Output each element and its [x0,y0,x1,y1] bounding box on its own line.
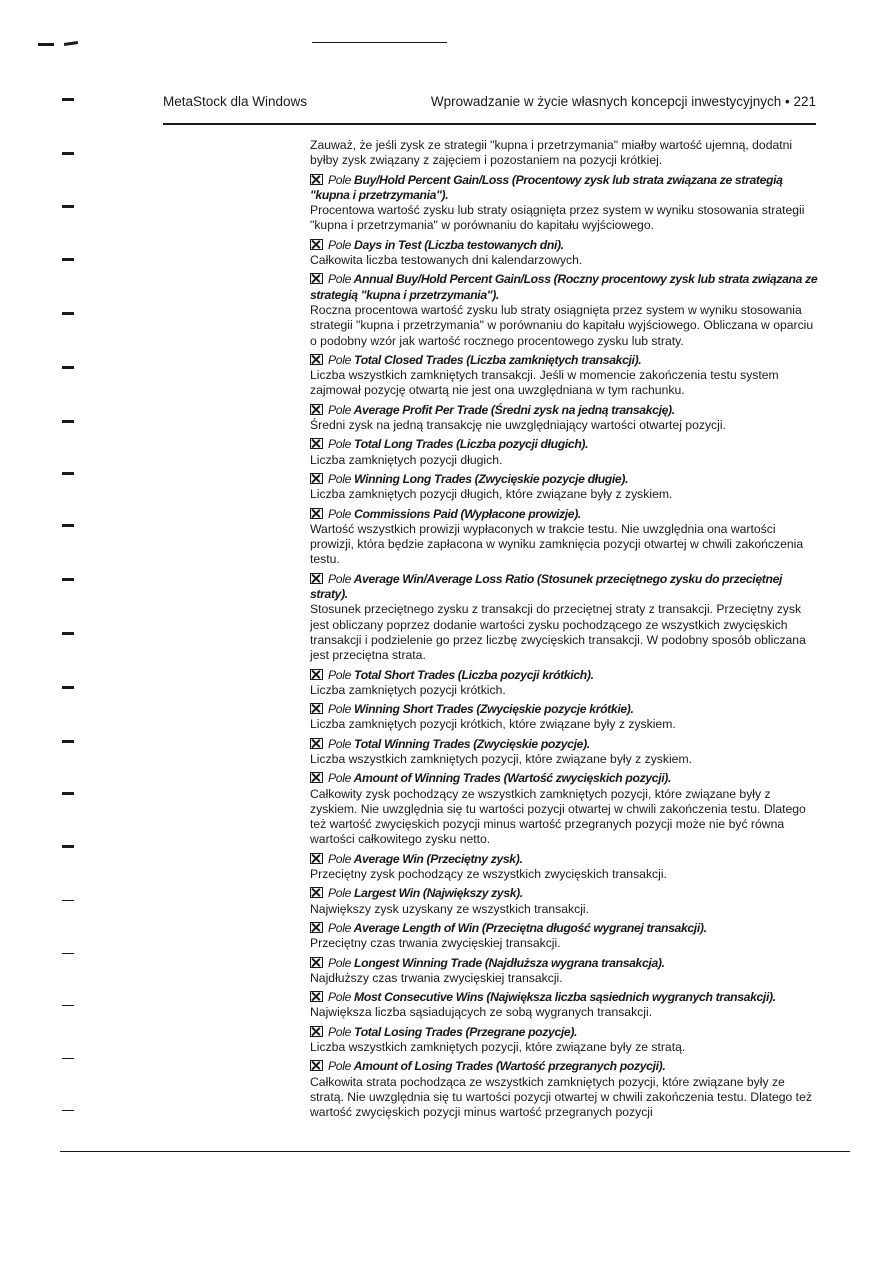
scan-mark [64,41,78,46]
scan-mark [62,953,74,954]
page-body [310,138,820,1125]
scan-mark [62,1005,74,1006]
scan-mark [62,740,74,743]
field-entry-title [310,403,820,418]
pole-label: Pole [328,736,351,751]
field-entry-title [310,771,820,786]
field-entry-title [310,238,820,253]
pole-label: Pole [328,437,351,452]
field-entry [310,437,820,468]
field-entry [310,572,820,664]
scan-mark [62,312,74,315]
scan-mark [62,205,74,208]
checked-box-icon [310,404,323,415]
scan-rule-top [312,42,447,43]
scan-mark [62,1110,74,1111]
field-description: Całkowita strata pochodząca ze wszystkich zamkniętych pozycji, które związane były ze stratą. Nie uwzględnia się tu wartości pozycji otwartej w chwili zakończenia testu. Dlatego też wartość zwycięskich pozycji minus wartość przegranych pozycji [310,1074,812,1120]
checked-box-icon [310,273,323,284]
scan-mark [62,472,74,475]
field-entry-title [310,990,820,1005]
pole-label: Pole [328,920,351,935]
header-rule [163,123,816,125]
field-entry-title [310,572,820,603]
footer-rule [60,1151,850,1152]
field-description: Liczba wszystkich zamkniętych transakcji. Jeśli w momencie zakończenia testu system zajmował pozycję otwartą nie jest ona uwzględniana w tym rachunku. [310,368,779,398]
scan-mark [62,900,74,901]
pole-label: Pole [328,172,351,187]
field-description: Liczba wszystkich zamkniętych pozycji, które związane były ze stratą. [310,1040,686,1055]
field-description: Wartość wszystkich prowizji wypłaconych w trakcie testu. Nie uwzględnia ona wartości prowizji, która będzie zapłacona w wyniku zamknięcia pozycji otwartej w chwili zakończenia testu. [310,521,804,567]
pole-label: Pole [328,990,351,1005]
pole-label: Pole [328,1059,351,1074]
checked-box-icon [310,438,323,449]
field-title-text: Total Winning Trades (Zwycięskie pozycje). [354,736,590,751]
field-description: Całkowita liczba testowanych dni kalendarzowych. [310,253,583,268]
scan-mark [62,524,74,527]
pole-label: Pole [328,352,351,367]
checked-box-icon [310,703,323,714]
scan-mark [62,845,74,848]
field-description: Przeciętny czas trwania zwycięskiej transakcji. [310,936,561,951]
scan-mark [62,420,74,423]
field-entry-title [310,353,820,368]
field-entry-title [310,272,820,303]
field-entry [310,921,820,952]
pole-label: Pole [328,571,351,586]
pole-label: Pole [328,851,351,866]
field-entry [310,353,820,399]
field-title-text: Amount of Losing Trades (Wartość przegranych pozycji). [353,1059,666,1074]
pole-label: Pole [328,272,351,287]
checked-box-icon [310,853,323,864]
field-description: Roczna procentowa wartość zysku lub straty osiągnięta przez system w wyniku stosowania strategii "kupna i przetrzymania" w porównaniu do kapitału wyjściowego. Obliczana w oparciu o podobny wzór jak wartość rocznego procentowego zysku lub straty. [310,302,814,348]
field-title-text: Longest Winning Trade (Najdłuższa wygrana transakcja). [354,955,665,970]
field-description: Liczba zamkniętych pozycji długich. [310,452,503,467]
field-description: Liczba zamkniętych pozycji krótkich, które związane były z zyskiem. [310,717,676,732]
field-entry [310,956,820,987]
field-entry [310,1025,820,1056]
field-entry [310,238,820,269]
field-entry-title [310,472,820,487]
field-description: Liczba zamkniętych pozycji krótkich. [310,682,506,697]
intro-paragraph: Zauważ, że jeśli zysk ze strategii "kupna i przetrzymania" miałby wartość ujemną, dodatni byłby zysk związany z zajęciem i pozostaniem na pozycji krótkiej. [310,138,793,168]
field-title-text: Amount of Winning Trades (Wartość zwycięskich pozycji). [353,771,672,786]
pole-label: Pole [328,506,351,521]
scan-mark [62,686,74,689]
field-description: Najdłuższy czas trwania zwycięskiej transakcji. [310,970,563,985]
field-entry [310,668,820,699]
scan-mark [62,98,74,101]
field-title-text: Days in Test (Liczba testowanych dni). [354,237,564,252]
field-entry [310,403,820,434]
running-header [163,94,816,112]
pole-label: Pole [328,955,351,970]
field-description: Liczba wszystkich zamkniętych pozycji, które związane były z zyskiem. [310,751,692,766]
checked-box-icon [310,669,323,680]
field-entry [310,852,820,883]
field-title-text: Average Profit Per Trade (Średni zysk na jedną transakcję). [353,402,675,417]
field-entry [310,990,820,1021]
scan-mark [38,43,54,46]
field-title-text: Winning Short Trades (Zwycięskie pozycje krótkie). [354,702,634,717]
field-title-text: Commissions Paid (Wypłacone prowizje). [354,506,581,521]
field-entry-title [310,886,820,901]
field-description: Przeciętny zysk pochodzący ze wszystkich zwycięskich transakcji. [310,867,667,882]
field-title-text: Average Win (Przeciętny zysk). [353,851,523,866]
field-title-text: Most Consecutive Wins (Największa liczba sąsiednich wygranych transakcji). [354,990,776,1005]
field-entry-title [310,507,820,522]
checked-box-icon [310,887,323,898]
scan-mark [62,366,74,369]
pole-label: Pole [328,237,351,252]
field-entry [310,272,820,348]
field-entries [310,173,820,1121]
field-description: Średni zysk na jedną transakcję nie uwzględniający wartości otwartej pozycji. [310,418,726,433]
field-description: Największa liczba sąsiadujących ze sobą wygranych transakcji. [310,1005,653,1020]
field-title-text: Total Long Trades (Liczba pozycji długich). [354,437,589,452]
field-title-text: Buy/Hold Percent Gain/Loss (Procentowy zysk lub strata związana ze strategią "kupna i przetrzymania"). [310,172,783,202]
field-entry-title [310,437,820,452]
field-entry [310,507,820,568]
pole-label: Pole [328,771,351,786]
field-entry-title [310,956,820,971]
field-description: Procentowa wartość zysku lub straty osiągnięta przez system w wyniku stosowania strategii "kupna i przetrzymania" w porównaniu do kapitału wyjściowego. [310,203,805,233]
field-entry [310,737,820,768]
scan-mark [62,258,74,261]
checked-box-icon [310,354,323,365]
field-entry [310,771,820,847]
field-entry-title [310,668,820,683]
pole-label: Pole [328,886,351,901]
checked-box-icon [310,473,323,484]
checked-box-icon [310,174,323,185]
field-description: Największy zysk uzyskany ze wszystkich transakcji. [310,901,590,916]
pole-label: Pole [328,702,351,717]
field-title-text: Winning Long Trades (Zwycięskie pozycje długie). [354,471,629,486]
scan-mark [62,152,74,155]
field-title-text: Average Length of Win (Przeciętna długość wygranej transakcji). [353,920,707,935]
field-entry-title [310,852,820,867]
field-entry-title [310,737,820,752]
field-entry-title [310,1059,820,1074]
field-entry-title [310,702,820,717]
checked-box-icon [310,1026,323,1037]
checked-box-icon [310,508,323,519]
field-title-text: Largest Win (Największy zysk). [354,886,523,901]
field-title-text: Total Losing Trades (Przegrane pozycje). [354,1024,578,1039]
scan-mark [62,632,74,635]
field-description: Całkowity zysk pochodzący ze wszystkich zamkniętych pozycji, które związane były z zyskiem. Nie uwzględnia się tu wartości pozycji otwartej w chwili zakończenia testu. Dlatego też wartość zwycięskich pozycji minus wartość przegranych pozycji może nie być równa wartości całkowitego zysku netto. [310,786,806,847]
checked-box-icon [310,957,323,968]
pole-label: Pole [328,667,351,682]
checked-box-icon [310,772,323,783]
field-entry-title [310,921,820,936]
checked-box-icon [310,738,323,749]
checked-box-icon [310,922,323,933]
field-title-text: Annual Buy/Hold Percent Gain/Loss (Roczny procentowy zysk lub strata związana ze strategią "kupna i przetrzymania"). [310,272,818,302]
checked-box-icon [310,573,323,584]
field-entry-title [310,1025,820,1040]
pole-label: Pole [328,402,351,417]
field-title-text: Total Short Trades (Liczba pozycji krótkich). [354,667,594,682]
header-book-title: MetaStock dla Windows [163,94,308,109]
scan-mark [62,1058,74,1059]
field-title-text: Average Win/Average Loss Ratio (Stosunek przeciętnego zysku do przeciętnej straty). [310,571,783,602]
pole-label: Pole [328,1024,351,1039]
scan-mark [62,578,74,581]
checked-box-icon [310,1060,323,1071]
field-entry [310,702,820,733]
field-entry [310,1059,820,1120]
field-description: Liczba zamkniętych pozycji długich, które związane były z zyskiem. [310,487,673,502]
field-title-text: Total Closed Trades (Liczba zamkniętych transakcji). [354,352,642,367]
field-entry [310,173,820,234]
field-entry [310,472,820,503]
header-chapter-page: Wprowadzanie w życie własnych koncepcji inwestycyjnych • 221 [430,94,816,109]
field-description: Stosunek przeciętnego zysku z transakcji do przeciętnej straty z transakcji. Przeciętny zysk jest obliczany poprzez dodanie wartości zysku pochodzącego ze wszystkich zwycięskich transakcji i podzielenie go przez liczbę zwycięskich transakcji. W podobny sposób obliczana jest przeciętna strata. [310,602,806,663]
checked-box-icon [310,991,323,1002]
field-entry-title [310,173,820,204]
scan-mark [62,792,74,795]
pole-label: Pole [328,471,351,486]
checked-box-icon [310,239,323,250]
field-entry [310,886,820,917]
